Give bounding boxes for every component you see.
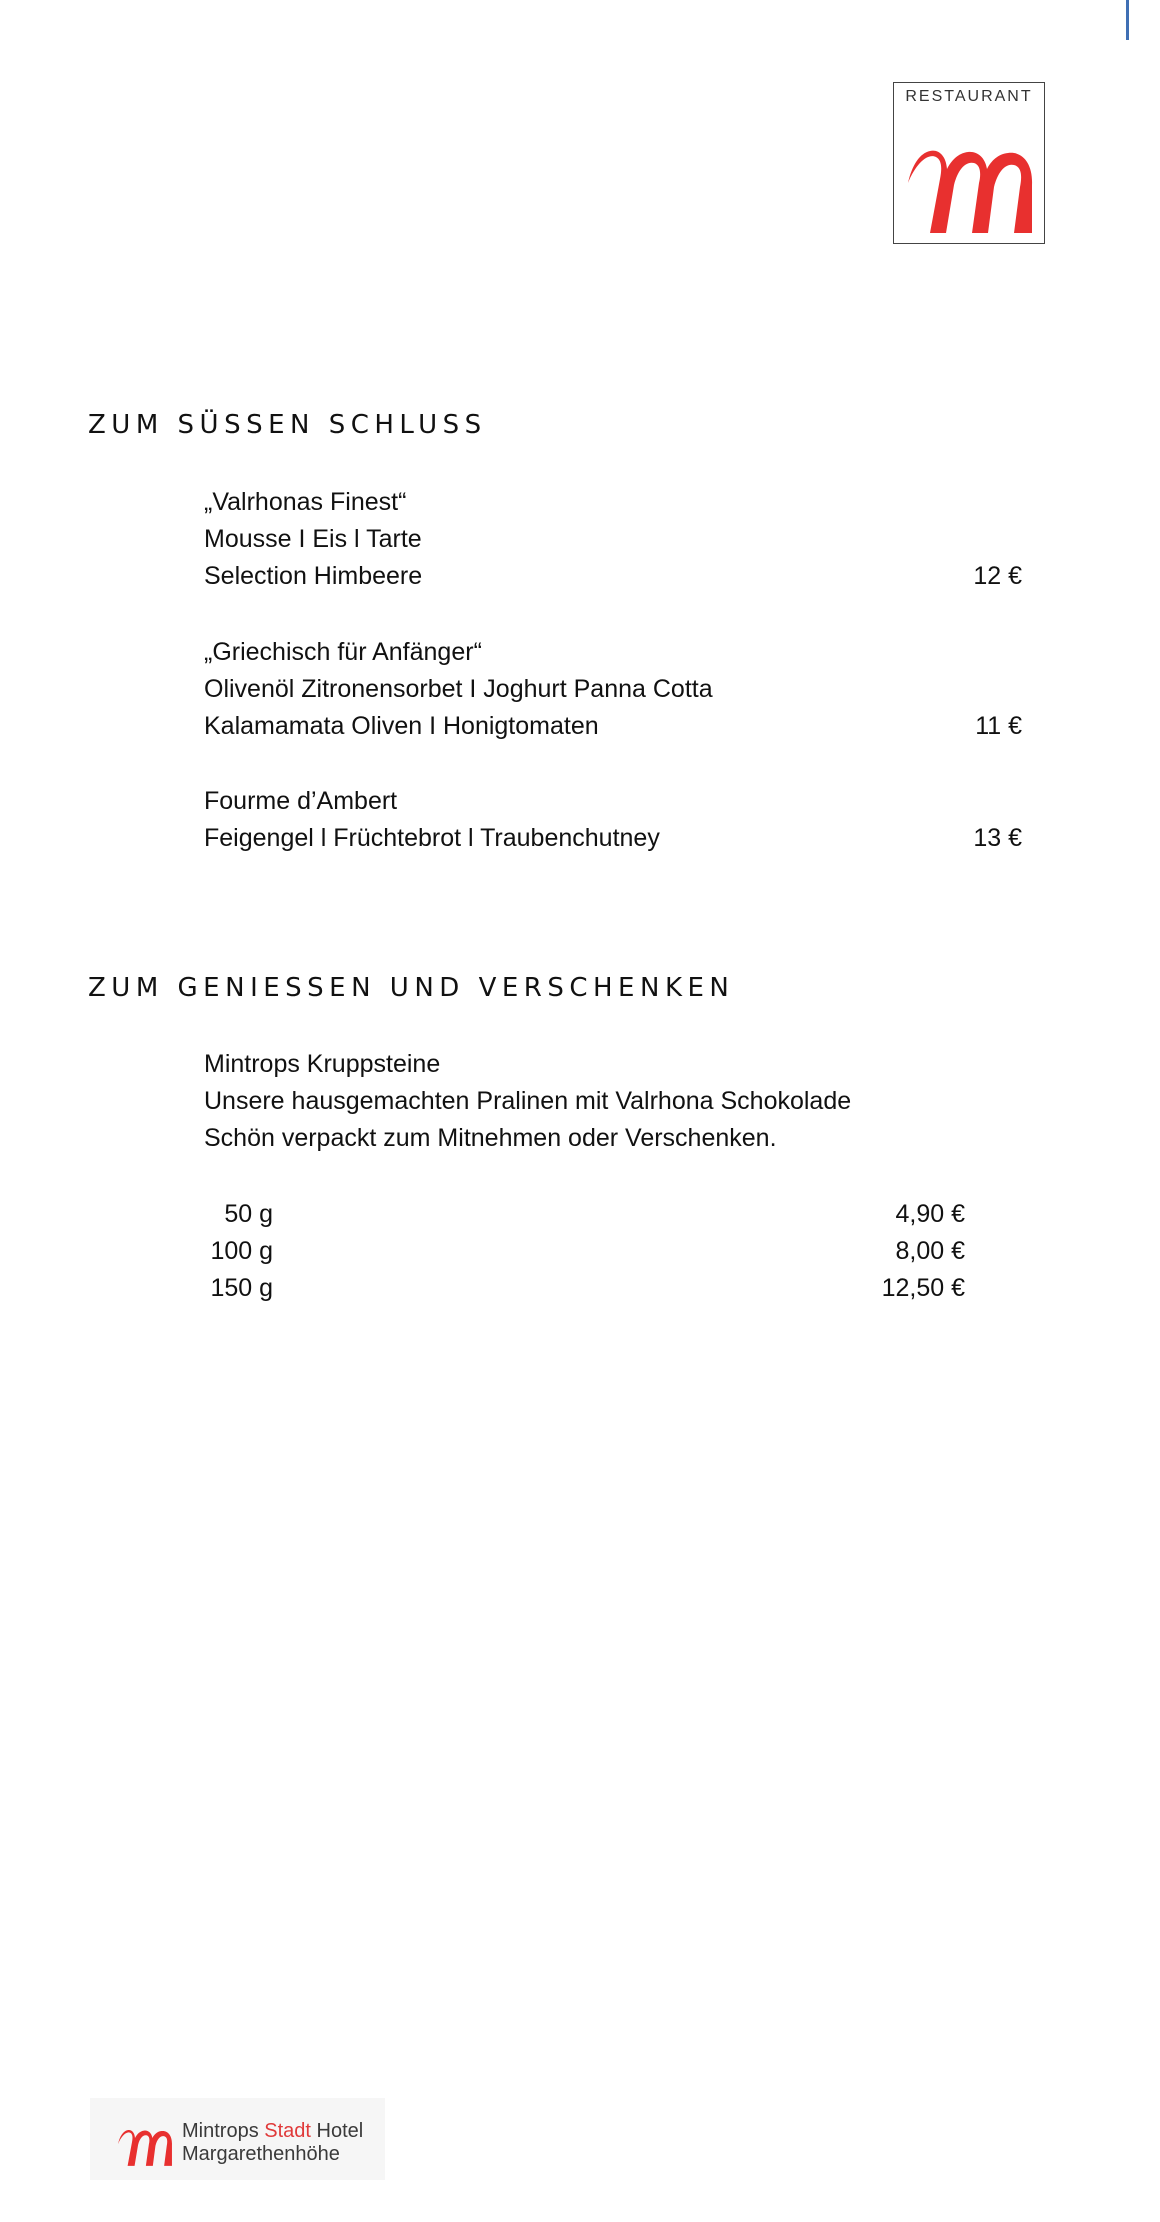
section-heading-gifts: ZUM GENIESSEN UND VERSCHENKEN [88, 973, 735, 1003]
hotel-name-line-2: Margarethenhöhe [182, 2143, 340, 2165]
logo-word: RESTAURANT [905, 88, 1033, 105]
size-price: 8,00 € [895, 1237, 965, 1265]
gift-description-title: Mintrops Kruppsteine [204, 1050, 441, 1078]
dessert-3-price: 13 € [973, 824, 1022, 852]
dessert-2-title: „Griechisch für Anfänger“ [204, 638, 482, 666]
size-price: 4,90 € [895, 1200, 965, 1228]
restaurant-logo [893, 82, 1045, 244]
dessert-1-line-2: Mousse I Eis l Tarte [204, 525, 422, 553]
size-weight: 100 g [210, 1237, 273, 1265]
gift-description-line-3: Schön verpackt zum Mitnehmen oder Verschenken. [204, 1124, 777, 1152]
dessert-3-title: Fourme d’Ambert [204, 787, 398, 815]
logo-m-icon [902, 123, 1038, 238]
dessert-1-line-3: Selection Himbeere [204, 562, 423, 590]
dessert-2-price: 11 € [975, 712, 1022, 740]
dessert-1-price: 12 € [973, 562, 1022, 590]
hotel-logo [90, 2098, 385, 2180]
dessert-1-title: „Valrhonas Finest“ [204, 488, 407, 516]
gift-description-line-2: Unsere hausgemachten Pralinen mit Valrhona Schokolade [204, 1087, 852, 1115]
hotel-logo-m-icon [112, 2118, 178, 2168]
corner-marker-line [1126, 0, 1129, 40]
dessert-2-line-3: Kalamamata Oliven I Honigtomaten [204, 712, 599, 740]
size-price: 12,50 € [881, 1274, 965, 1302]
size-weight: 50 g [224, 1200, 273, 1228]
dessert-2-line-2: Olivenöl Zitronensorbet I Joghurt Panna Cotta [204, 675, 713, 703]
dessert-3-line-2: Feigengel l Früchtebrot l Traubenchutney [204, 824, 660, 852]
size-weight: 150 g [210, 1274, 273, 1302]
section-heading-dessert: ZUM SÜSSEN SCHLUSS [88, 410, 487, 440]
hotel-name-line-1: Mintrops Stadt Hotel [182, 2120, 364, 2142]
